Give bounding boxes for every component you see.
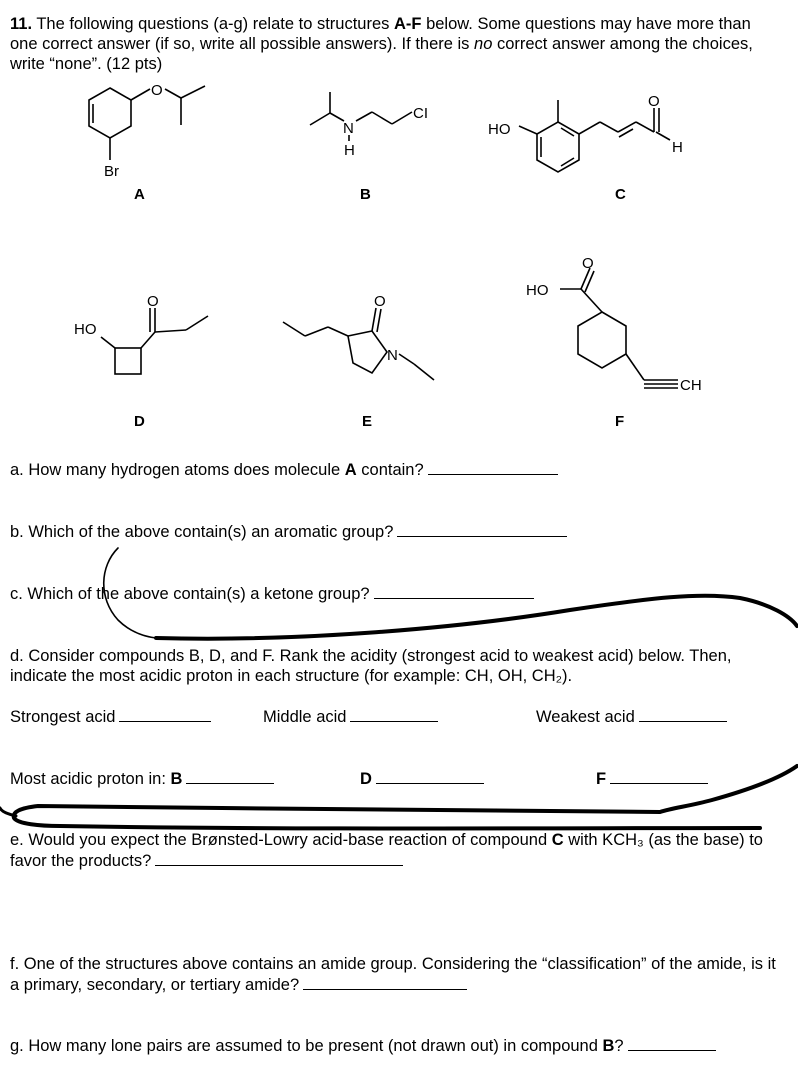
- label-b: B: [360, 186, 371, 203]
- atom-o: O: [648, 93, 660, 110]
- annotation-bottom-curve: [14, 766, 797, 829]
- label-f: F: [615, 413, 625, 430]
- atom-o: O: [582, 255, 594, 272]
- atom-br: Br: [104, 163, 119, 180]
- atom-h: H: [672, 139, 683, 156]
- label-e: E: [362, 413, 373, 430]
- question-e: e. Would you expect the Brønsted-Lowry acid-base reaction of compound C with KCH₃ (as the base) to favor the products?: [10, 831, 763, 870]
- atom-o: O: [147, 293, 159, 310]
- atom-n: N: [343, 120, 354, 137]
- atom-o: O: [151, 82, 163, 99]
- question-b: b. Which of the above contain(s) an aromatic group?: [10, 521, 567, 542]
- rank-weakest: Weakest acid: [536, 706, 727, 727]
- proton-b: Most acidic proton in: B: [10, 768, 274, 789]
- atom-ho: HO: [74, 321, 97, 338]
- atom-h: H: [344, 142, 355, 159]
- question-c: c. Which of the above contain(s) a ketone group?: [10, 583, 534, 604]
- question-d: d. Consider compounds B, D, and F. Rank the acidity (strongest acid to weakest acid) below. Then, indicate the most acidic proton in each structure (for example: CH, OH, CH₂).: [10, 647, 732, 685]
- answer-blank-f[interactable]: [303, 974, 467, 990]
- atom-n: N: [387, 347, 398, 364]
- rank-strongest: Strongest acid: [10, 706, 211, 727]
- label-a: A: [134, 186, 145, 203]
- annotation-top-curve: [156, 596, 797, 639]
- atom-ho: HO: [526, 282, 549, 299]
- answer-blank-e[interactable]: [155, 850, 403, 866]
- atom-ch: CH: [680, 377, 702, 394]
- label-c: C: [615, 186, 626, 203]
- question-header: 11. The following questions (a-g) relate to structures A-F below. Some questions may have more than one correct answer (if so, write all possible answers). If there is no correct answer among the choices, write “none”. (12 pts): [10, 15, 753, 73]
- question-g: g. How many lone pairs are assumed to be present (not drawn out) in compound B?: [10, 1035, 716, 1056]
- proton-f: F: [596, 768, 708, 789]
- atom-ho: HO: [488, 121, 511, 138]
- atom-o: O: [374, 293, 386, 310]
- question-f: f. One of the structures above contains an amide group. Considering the “classification” of the amide, is it a primary, secondary, or tertiary amide?: [10, 955, 776, 994]
- annotation-pen-stroke: [104, 548, 156, 638]
- question-number: 11.: [10, 15, 33, 33]
- answer-blank-g[interactable]: [628, 1035, 716, 1051]
- proton-d: D: [360, 768, 484, 789]
- question-a: a. How many hydrogen atoms does molecule A contain?: [10, 459, 558, 480]
- rank-middle: Middle acid: [263, 706, 438, 727]
- atom-cl: CI: [413, 105, 428, 122]
- label-d: D: [134, 413, 145, 430]
